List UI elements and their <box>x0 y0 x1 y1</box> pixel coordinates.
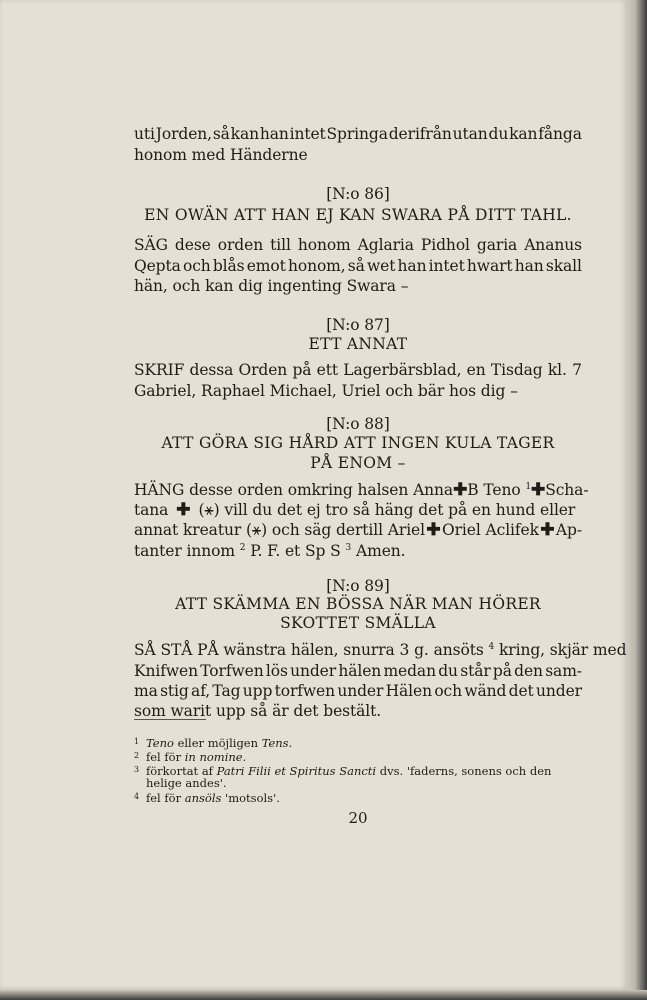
word: du <box>488 125 509 143</box>
word: torfwen <box>274 682 336 700</box>
word: under <box>290 662 337 680</box>
footnote-number: 3 <box>134 765 140 774</box>
cross-symbol: ✚ <box>453 480 468 500</box>
word: 7 <box>572 361 582 379</box>
footnote-1 <box>134 735 582 750</box>
entry-number-86: [N:o 86] <box>326 185 390 203</box>
cross-symbol: ✚ <box>540 520 555 540</box>
page-edge-right <box>627 0 647 1000</box>
word: Torfwen <box>200 662 264 680</box>
word: Springa <box>326 125 388 143</box>
footnote-text: 'motsols'. <box>221 791 280 805</box>
entry-number-87: [N:o 87] <box>326 316 390 334</box>
footnote-text: eller möjligen <box>173 736 262 750</box>
word: Lagerbärsblad, <box>343 361 462 379</box>
word: du <box>438 662 458 680</box>
paragraph-line <box>134 124 582 145</box>
line-text: P. F. et Sp S <box>250 542 341 560</box>
footnote-text: fel för <box>146 791 185 805</box>
line-text: kring, skjär med <box>498 641 627 659</box>
line-text: B Teno <box>467 481 521 499</box>
word: och <box>434 682 463 700</box>
footnote-text: ansöls <box>184 791 222 805</box>
line-text: SÅ STÅ PÅ wänstra hälen, snurra 3 g. ansöts <box>134 641 484 659</box>
word: upp <box>242 682 273 700</box>
paragraph-line <box>134 276 582 297</box>
word: wet <box>366 257 396 275</box>
word: Aglaria <box>357 236 414 254</box>
word: kan <box>230 125 259 143</box>
word: derifrån <box>388 125 452 143</box>
line-text: HÄNG desse orden omkring halsen Anna <box>134 481 454 499</box>
entry-number-88: [N:o 88] <box>326 415 390 433</box>
word: på <box>492 662 512 680</box>
line-text: Amen. <box>356 542 406 560</box>
word: uti <box>134 125 155 143</box>
word: intet <box>428 257 465 275</box>
word: stig <box>160 682 189 700</box>
word: blås <box>212 257 245 275</box>
word: Orden <box>238 361 288 379</box>
paragraph-line <box>134 500 582 521</box>
footnote-text: Patri Filii et Spiritus Sancti <box>216 764 377 778</box>
word: intet <box>289 125 326 143</box>
word: Ananus <box>524 236 582 254</box>
word: emot <box>246 257 286 275</box>
entry-title-87: ETT ANNAT <box>308 335 408 353</box>
word: så <box>212 125 230 143</box>
word: så <box>347 257 365 275</box>
word: kan <box>509 125 538 143</box>
word: SKRIF <box>134 361 185 379</box>
cross-symbol: ✚ <box>426 520 441 540</box>
word: han <box>397 257 427 275</box>
line-text: annat kreatur (⚹) och säg dertill Ariel <box>134 521 425 539</box>
entry-title-86: EN OWÄN ATT HAN EJ KAN SWARA PÅ DITT TAHL. <box>144 206 572 224</box>
footnote-marker: 4 <box>488 641 495 652</box>
line-text: tanter innom <box>134 542 235 560</box>
word: den <box>514 662 543 680</box>
line-text: honom med Händerne <box>134 146 308 164</box>
word: SÄG <box>134 236 168 254</box>
line-text: Ap- <box>555 521 582 539</box>
word: Knifwen <box>134 662 198 680</box>
line-text: (⚹) vill du det ej tro så häng det på en hund eller <box>198 501 576 519</box>
paragraph-line <box>134 381 582 402</box>
word: honom, <box>287 257 346 275</box>
word: under <box>536 682 582 700</box>
line-text: hän, och kan dig ingenting Swara – <box>134 277 409 295</box>
word: hwart <box>466 257 513 275</box>
paragraph-line <box>134 145 582 166</box>
paragraph-line <box>134 541 582 562</box>
word: lös <box>265 662 288 680</box>
footnote-text: fel för <box>146 750 185 764</box>
word: skall <box>545 257 582 275</box>
word: dese <box>174 236 211 254</box>
word: fånga <box>538 125 582 143</box>
footnote-2 <box>134 749 582 764</box>
footnote-marker: 3 <box>345 542 352 553</box>
word: utan <box>452 125 488 143</box>
footnote-divider <box>134 719 206 720</box>
footnote-text: in nomine. <box>184 750 247 764</box>
paragraph-line <box>134 520 582 541</box>
entry-title-89-line1: ATT SKÄMMA EN BÖSSA NÄR MAN HÖRER <box>175 595 541 613</box>
footnote-marker: 1 <box>525 481 532 492</box>
line-text: Oriel Aclifek <box>441 521 539 539</box>
paragraph-line <box>134 256 582 277</box>
word: Tag <box>212 682 241 700</box>
word: Hälen <box>385 682 432 700</box>
word: Qepta <box>134 257 181 275</box>
line-text <box>467 480 531 501</box>
entry-number-89: [N:o 89] <box>326 577 390 595</box>
word: af, <box>191 682 211 700</box>
word: Jorden, <box>155 125 212 143</box>
line-text: tana <box>134 501 169 519</box>
word: Pidhol <box>420 236 470 254</box>
word: garia <box>476 236 518 254</box>
footnote-text: Tens. <box>261 736 293 750</box>
word: står <box>460 662 491 680</box>
word: Tisdag <box>490 361 543 379</box>
entry-title-88-line2: PÅ ENOM – <box>310 454 406 472</box>
word: kl. <box>547 361 567 379</box>
paragraph-line <box>134 681 582 702</box>
footnote-text: dvs. 'faderns, sonens och den <box>376 764 552 778</box>
paragraph-line <box>134 360 582 381</box>
word: hälen <box>338 662 382 680</box>
footnote-number: 4 <box>134 792 140 801</box>
paragraph-line <box>134 235 582 256</box>
page-number: 20 <box>348 809 368 827</box>
word: och <box>182 257 211 275</box>
word: medan <box>383 662 436 680</box>
word: till <box>270 236 291 254</box>
paragraph-line <box>134 640 627 661</box>
footnote-number: 2 <box>134 751 140 760</box>
line-text: Scha- <box>545 481 589 499</box>
page-edge-bottom <box>0 990 647 1000</box>
word: ma <box>134 682 158 700</box>
word: det <box>508 682 534 700</box>
word: honom <box>297 236 351 254</box>
line-text: Gabriel, Raphael Michael, Uriel och bär hos dig – <box>134 382 518 400</box>
word: wänd <box>464 682 507 700</box>
word: en <box>466 361 486 379</box>
word: sam- <box>545 662 582 680</box>
entry-title-89-line2: SKOTTET SMÄLLA <box>280 614 436 632</box>
footnote-number: 1 <box>134 737 140 746</box>
word: dessa <box>189 361 234 379</box>
word: han <box>259 125 289 143</box>
cross-symbol: ✚ <box>531 480 546 500</box>
footnote-text: förkortat af <box>146 764 217 778</box>
footnote-4 <box>134 790 582 805</box>
word: han <box>514 257 544 275</box>
line-text: som warit upp så är det bestält. <box>134 702 382 720</box>
word: ett <box>316 361 339 379</box>
word: orden <box>217 236 264 254</box>
footnote-3-continued: helige andes'. <box>146 776 227 790</box>
word: under <box>337 682 384 700</box>
paragraph-line <box>134 661 582 682</box>
footnote-text: Teno <box>146 736 174 750</box>
paragraph-line <box>134 480 589 501</box>
word: på <box>292 361 312 379</box>
footnote-marker: 2 <box>239 542 246 553</box>
cross-symbol: ✚ <box>176 500 191 520</box>
entry-title-88-line1: ATT GÖRA SIG HÅRD ATT INGEN KULA TAGER <box>161 434 555 452</box>
